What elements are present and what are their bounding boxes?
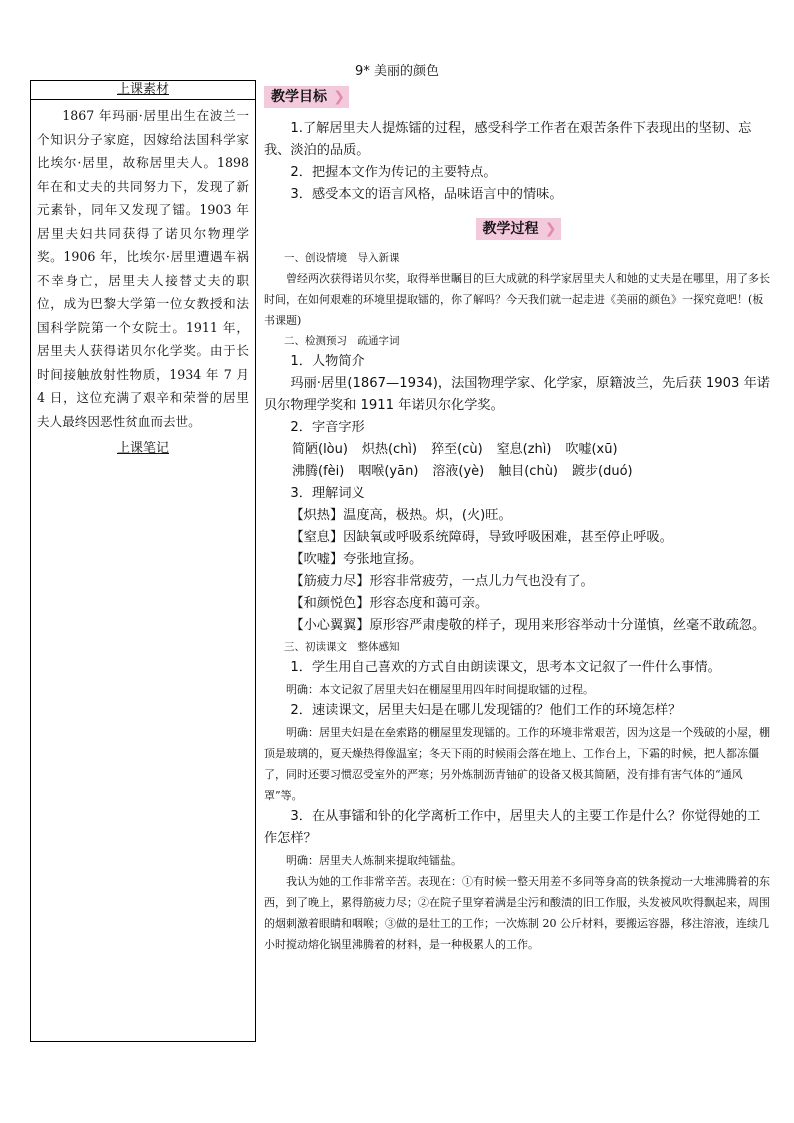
sidebar-heading-material: 上课素材 bbox=[31, 81, 255, 100]
word-item: 【和颜悦色】形容态度和蔼可亲。 bbox=[290, 596, 489, 611]
section-heading: 二、检测预习 疏通字词 bbox=[284, 335, 400, 347]
word-item: 【筋疲力尽】形容非常疲劳，一点儿力气也没有了。 bbox=[290, 574, 594, 589]
sub-heading: 2．字音字形 bbox=[290, 420, 365, 435]
section-heading: 一、创设情境 导入新课 bbox=[284, 252, 400, 264]
word-item: 【炽热】温度高，极热。炽，(火)旺。 bbox=[290, 508, 512, 523]
section-heading: 三、初读课文 整体感知 bbox=[284, 641, 400, 653]
char-item: 踱步(duó) bbox=[572, 464, 633, 479]
page-title: 9* 美丽的颜色 bbox=[355, 64, 439, 79]
goal-item: 1.了解居里夫人提炼镭的过程，感受科学工作者在艰苦条件下表现出的坚韧、忘我、淡泊的品质。 bbox=[264, 121, 752, 158]
main-content bbox=[264, 86, 772, 955]
intro-text: 曾经两次获得诺贝尔奖，取得举世瞩目的巨大成就的科学家居里夫人和她的丈夫是在哪里，用了多长时间，在如何艰难的环境里提取镭的，你了解吗？今天我们就一起走进《美丽的颜色》一探究竟吧！(板书课题) bbox=[264, 272, 770, 327]
char-item: 窒息(zhì) bbox=[496, 442, 552, 457]
bio-text: 玛丽·居里(1867—1934)，法国物理学家、化学家，原籍波兰，先后获 1903 年诺贝尔物理学奖和 1911 年诺贝尔化学奖。 bbox=[264, 376, 770, 413]
goals-section bbox=[264, 86, 772, 206]
material-text: 1867 年玛丽·居里出生在波兰一个知识分子家庭，因嫁给法国科学家比埃尔·居里，故称居里夫人。1898 年在和丈夫的共同努力下，发现了新元素钋，同年又发现了镭。1903 年居里夫妇共同获得了诺贝尔物理学奖。1906 年，比埃尔·居里遭遇车祸不幸身亡，居里夫人接替丈夫的职位，成为巴黎大学第一位女教授和法国科学院第一个女院士。1911 年，居里夫人获得诺贝尔化学奖。由于长时间接触放射性物质，1934 年 7 月 4 日，这位充满了艰辛和荣誉的居里夫人最终因恶性贫血而去世。 bbox=[37, 108, 249, 429]
word-item: 【窒息】因缺氧或呼吸系统障碍，导致呼吸困难，甚至停止呼吸。 bbox=[290, 530, 673, 545]
goal-item: 2．把握本文作为传记的主要特点。 bbox=[290, 165, 497, 180]
process-tag: 教学过程 ❯ bbox=[476, 218, 561, 240]
char-item: 沸腾(fèi) bbox=[292, 464, 345, 479]
char-item: 简陋(lòu) bbox=[292, 442, 348, 457]
goal-item: 3．感受本文的语言风格，品味语言中的情味。 bbox=[290, 187, 563, 202]
question: 2．速读课文，居里夫妇是在哪儿发现镭的？他们工作的环境怎样？ bbox=[290, 703, 682, 718]
sub-heading: 3．理解词义 bbox=[290, 486, 365, 501]
question: 3．在从事镭和钋的化学离析工作中，居里夫人的主要工作是什么？你觉得她的工作怎样？ bbox=[264, 809, 761, 846]
sidebar-panel bbox=[30, 80, 256, 1042]
sidebar-material bbox=[31, 100, 255, 433]
question: 1．学生用自己喜欢的方式自由朗读课文，思考本文记叙了一件什么事情。 bbox=[290, 660, 721, 675]
char-item: 吹嘘(xū) bbox=[565, 442, 618, 457]
char-item: 溶液(yè) bbox=[432, 464, 485, 479]
sidebar-heading-notes: 上课笔记 bbox=[116, 441, 169, 456]
process-section bbox=[264, 248, 772, 955]
word-item: 【吹嘘】夸张地宣扬。 bbox=[290, 552, 423, 567]
answer: 我认为她的工作非常辛苦。表现在：①有时候一整天用差不多同等身高的铁条搅动一大堆沸腾着的东西，到了晚上，累得筋疲力尽；②在院子里穿着满是尘污和酸渍的旧工作服，头发被风吹得飘起来，周围的烟刺激着眼睛和咽喉；③做的是壮工的工作；一次炼制 20 公斤材料，要搬运容器，移注溶液，连续几小时搅动熔化锅里沸腾着的材料，是一种极累人的工作。 bbox=[264, 875, 770, 951]
goals-tag: 教学目标 ❯ bbox=[264, 86, 349, 108]
char-item: 触目(chù) bbox=[498, 464, 559, 479]
answer: 明确：居里夫妇是在垒索路的棚屋里发现镭的。工作的环境非常艰苦，因为这是一个残破的小屋，棚顶是玻璃的，夏天燥热得像温室；冬天下雨的时候雨会落在地上、工作台上，下霜的时候，把人都冻僵了，同时还要习惯忍受室外的严寒；另外炼制沥青铀矿的设备又极其简陋，没有排有害气体的“通风罩”等。 bbox=[264, 726, 770, 802]
answer: 明确：本文记叙了居里夫妇在棚屋里用四年时间提取镭的过程。 bbox=[286, 683, 594, 696]
chevron-right-icon: ❯ bbox=[544, 221, 557, 237]
char-item: 咽喉(yān) bbox=[358, 464, 419, 479]
word-item: 【小心翼翼】原形容严肃虔敬的样子，现用来形容举动十分谨慎，丝毫不敢疏忽。 bbox=[290, 618, 766, 633]
chevron-right-icon: ❯ bbox=[333, 89, 345, 105]
char-item: 炽热(chì) bbox=[361, 442, 418, 457]
answer: 明确：居里夫人炼制来提取纯镭盐。 bbox=[286, 854, 462, 867]
sub-heading: 1．人物简介 bbox=[290, 354, 365, 369]
char-row bbox=[292, 439, 772, 461]
char-row bbox=[292, 461, 772, 483]
char-item: 猝至(cù) bbox=[431, 442, 483, 457]
